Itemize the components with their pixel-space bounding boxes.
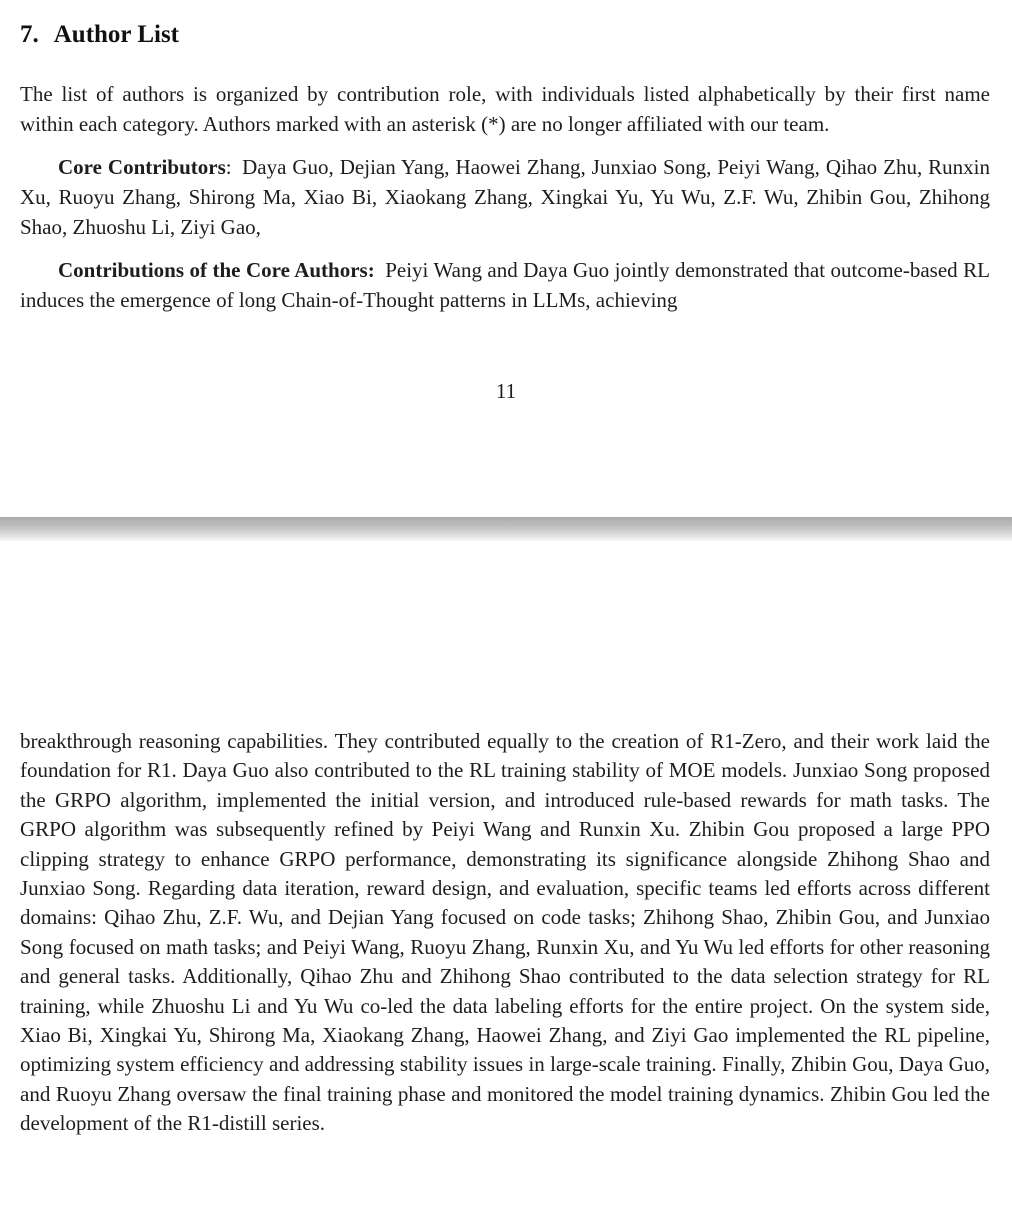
section-title: Author List <box>53 21 180 48</box>
continuation-paragraph: breakthrough reasoning capabilities. They contributed equally to the creation of R1-Zero, and their work laid the foundation for R1. Daya Guo also contributed to the RL training stability of MOE models. Junxiao Song proposed the GRPO algorithm, implemented the initial version, and introduced rule-based rewards for math tasks. The GRPO algorithm was subsequently refined by Peiyi Wang and Runxin Xu. Zhibin Gou proposed a large PPO clipping strategy to enhance GRPO performance, demonstrating its significance alongside Zhihong Shao and Junxiao Song. Regarding data iteration, reward design, and evaluation, specific teams led efforts across different domains: Qihao Zhu, Z.F. Wu, and Dejian Yang focused on code tasks; Zhihong Shao, Zhibin Gou, and Junxiao Song focused on math tasks; and Peiyi Wang, Ruoyu Zhang, Runxin Xu, and Yu Wu led efforts for other reasoning and general tasks. Additionally, Qihao Zhu and Zhihong Shao contributed to the data selection strategy for RL training, while Zhuoshu Li and Yu Wu co-led the data labeling efforts for the entire project. On the system side, Xiao Bi, Xingkai Yu, Shirong Ma, Xiaokang Zhang, Haowei Zhang, and Ziyi Gao implemented the RL pipeline, optimizing system efficiency and addressing stability issues in large-scale training. Finally, Zhibin Gou, Daya Guo, and Ruoyu Zhang oversaw the final training phase and monitored the model training dynamics. Zhibin Gou led the development of the R1-distill series. <box>20 729 990 1136</box>
core-contributors-names: : Daya Guo, Dejian Yang, Haowei Zhang, Junxiao Song, Peiyi Wang, Qihao Zhu, Runxin Xu, Ruoyu Zhang, Shirong Ma, Xiao Bi, Xiaokang Zhang, Xingkai Yu, Yu Wu, Z.F. Wu, Zhibin Gou, Zhihong Shao, Zhuoshu Li, Ziyi Gao, <box>20 155 991 239</box>
paper-page-11 <box>0 0 1012 517</box>
core-contributions-label: Contributions of the Core Authors: <box>58 258 375 282</box>
page-number: 11 <box>495 379 517 403</box>
core-contributions-paragraph <box>20 255 990 315</box>
intro-paragraph: The list of authors is organized by contribution role, with individuals listed alphabetically by their first name within each category. Authors marked with an asterisk (*) are no longer affiliated with our team. <box>20 82 990 136</box>
core-contributions-text: Peiyi Wang and Daya Guo jointly demonstrated that outcome-based RL induces the emergence of long Chain-of-Thought patterns in LLMs, achieving <box>20 258 990 312</box>
section-heading <box>20 22 990 48</box>
paper-page-12 <box>0 541 1012 1222</box>
core-contributors-label: Core Contributors <box>58 155 226 179</box>
section-number: 7. <box>20 21 39 48</box>
page-break-divider <box>0 517 1012 541</box>
core-contributors-paragraph <box>20 152 990 242</box>
